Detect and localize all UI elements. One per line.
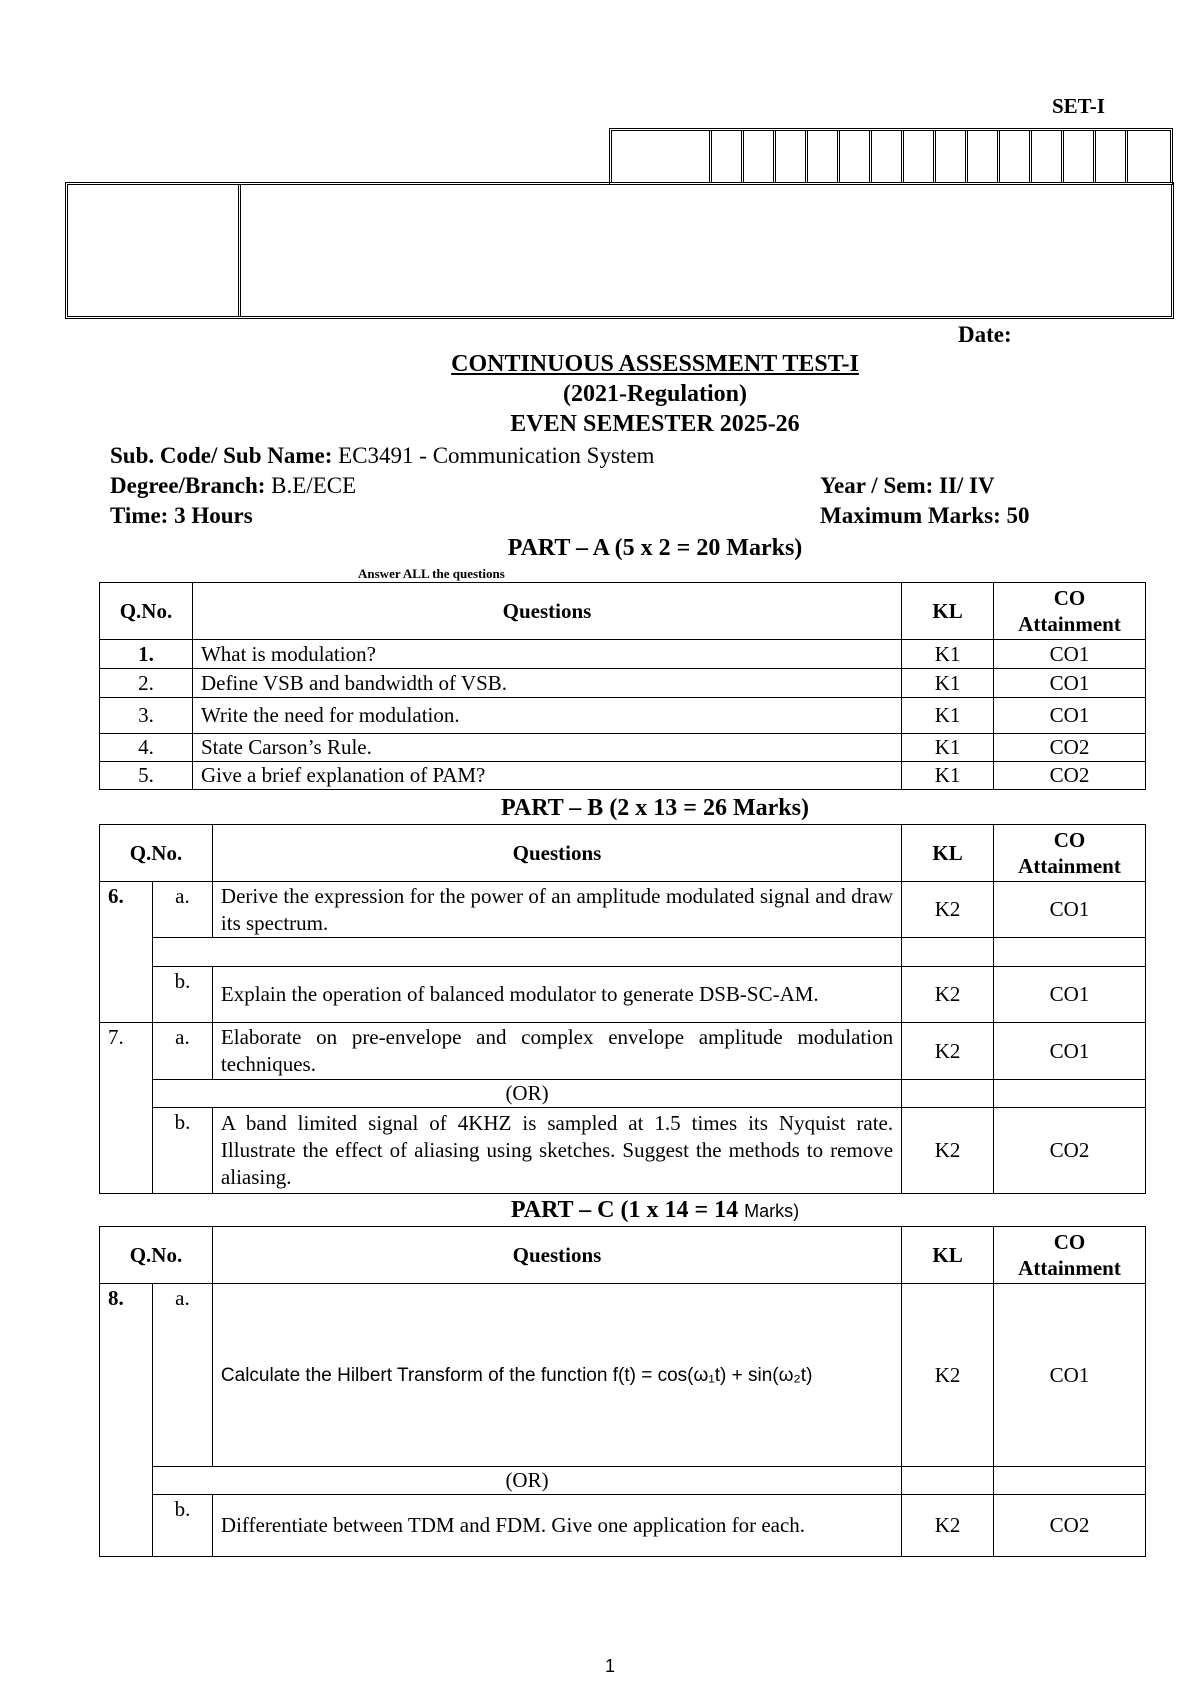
question-number: 4. bbox=[100, 734, 193, 762]
question-number: 5. bbox=[100, 762, 193, 790]
sub-question-label: a. bbox=[152, 1284, 212, 1467]
table-row bbox=[100, 1495, 1146, 1557]
co-header: CO Attainment bbox=[994, 1227, 1146, 1284]
year-sem: Year / Sem: II/ IV bbox=[820, 473, 995, 498]
knowledge-level: K2 bbox=[902, 882, 994, 938]
question-text: A band limited signal of 4KHZ is sampled at 1.5 times its Nyquist rate. Illustrate the effect of aliasing using sketches. Suggest the methods to remove aliasing. bbox=[212, 1108, 901, 1194]
question-text: What is modulation? bbox=[192, 640, 901, 669]
part-b-table bbox=[99, 824, 1146, 1194]
regulation: (2021-Regulation) bbox=[563, 381, 747, 407]
register-digit-cell bbox=[840, 131, 872, 182]
part-a-instruction: Answer ALL the questions bbox=[358, 566, 505, 581]
table-header-row bbox=[100, 583, 1146, 640]
register-digit-cell bbox=[1000, 131, 1032, 182]
question-text: Elaborate on pre-envelope and complex envelope amplitude modulation techniques. bbox=[212, 1023, 901, 1080]
question-text: Calculate the Hilbert Transform of the function f(t) = cos(ω₁t) + sin(ω₂t) bbox=[212, 1284, 901, 1467]
part-a-title: PART – A (5 x 2 = 20 Marks) bbox=[507, 535, 803, 561]
knowledge-level: K1 bbox=[902, 762, 994, 790]
knowledge-level: K1 bbox=[902, 734, 994, 762]
subject-value: EC3491 - Communication System bbox=[332, 443, 655, 468]
qno-header: Q.No. bbox=[100, 825, 213, 882]
co-attainment: CO1 bbox=[994, 882, 1146, 938]
table-row bbox=[100, 734, 1146, 762]
degree-value: B.E/ECE bbox=[265, 473, 357, 498]
knowledge-level: K1 bbox=[902, 698, 994, 734]
questions-header: Questions bbox=[192, 583, 901, 640]
knowledge-level: K2 bbox=[902, 967, 994, 1023]
knowledge-level: K2 bbox=[902, 1023, 994, 1080]
table-header-row bbox=[100, 825, 1146, 882]
question-number: 6. bbox=[100, 882, 153, 1023]
question-number: 8. bbox=[100, 1284, 153, 1557]
register-label-cell bbox=[612, 131, 712, 182]
subject-label: Sub. Code/ Sub Name: bbox=[110, 443, 333, 468]
register-number-box bbox=[609, 128, 1173, 185]
co-attainment: CO1 bbox=[994, 1023, 1146, 1080]
question-number: 7. bbox=[100, 1023, 153, 1194]
part-a-table bbox=[99, 582, 1146, 790]
institution-header-box bbox=[65, 182, 1174, 319]
or-separator: (OR) bbox=[152, 1467, 901, 1495]
sub-question-label: b. bbox=[152, 1108, 212, 1194]
register-digit-cell bbox=[872, 131, 904, 182]
kl-header: KL bbox=[902, 583, 994, 640]
table-row bbox=[100, 882, 1146, 938]
or-separator: (OR) bbox=[152, 1080, 901, 1108]
part-c-title-main: PART – C (1 x 14 = 14 bbox=[510, 1197, 745, 1223]
knowledge-level: K1 bbox=[902, 669, 994, 698]
co-attainment: CO2 bbox=[994, 1495, 1146, 1557]
qno-header: Q.No. bbox=[100, 583, 193, 640]
table-row bbox=[100, 1023, 1146, 1080]
kl-header: KL bbox=[902, 1227, 994, 1284]
co-attainment: CO1 bbox=[994, 640, 1146, 669]
co-attainment: CO1 bbox=[994, 698, 1146, 734]
qno-header: Q.No. bbox=[100, 1227, 213, 1284]
co-attainment: CO2 bbox=[994, 734, 1146, 762]
knowledge-level: K2 bbox=[902, 1495, 994, 1557]
register-digit-cell bbox=[776, 131, 808, 182]
part-c-table bbox=[99, 1226, 1146, 1557]
question-text: Derive the expression for the power of an amplitude modulated signal and draw its spectrum. bbox=[212, 882, 901, 938]
register-digit-cell bbox=[744, 131, 776, 182]
table-header-row bbox=[100, 1227, 1146, 1284]
register-digit-cell bbox=[904, 131, 936, 182]
logo-divider bbox=[238, 185, 241, 316]
question-text: Define VSB and bandwidth of VSB. bbox=[192, 669, 901, 698]
empty-cell bbox=[152, 938, 901, 967]
co-attainment: CO1 bbox=[994, 1284, 1146, 1467]
sub-question-label: b. bbox=[152, 967, 212, 1023]
date-label: Date: bbox=[958, 322, 1012, 347]
question-text: Explain the operation of balanced modulator to generate DSB-SC-AM. bbox=[212, 967, 901, 1023]
table-row bbox=[100, 1284, 1146, 1467]
register-digit-cell bbox=[808, 131, 840, 182]
question-number: 3. bbox=[100, 698, 193, 734]
question-number: 2. bbox=[100, 669, 193, 698]
co-header: CO Attainment bbox=[994, 583, 1146, 640]
table-row bbox=[100, 1467, 1146, 1495]
empty-cell bbox=[902, 1080, 994, 1108]
exam-title: CONTINUOUS ASSESSMENT TEST-I bbox=[451, 351, 859, 377]
question-text: Give a brief explanation of PAM? bbox=[192, 762, 901, 790]
knowledge-level: K1 bbox=[902, 640, 994, 669]
co-attainment: CO2 bbox=[994, 762, 1146, 790]
co-attainment: CO1 bbox=[994, 669, 1146, 698]
register-digit-cell bbox=[936, 131, 968, 182]
register-digit-cell bbox=[712, 131, 744, 182]
sub-question-label: a. bbox=[152, 1023, 212, 1080]
table-row bbox=[100, 1108, 1146, 1194]
table-row bbox=[100, 1080, 1146, 1108]
empty-cell bbox=[994, 1080, 1146, 1108]
degree-line bbox=[110, 473, 356, 499]
page-number: 1 bbox=[605, 1656, 616, 1676]
knowledge-level: K2 bbox=[902, 1108, 994, 1194]
register-digit-cell bbox=[1096, 131, 1128, 182]
set-label: SET-I bbox=[1052, 94, 1105, 118]
semester: EVEN SEMESTER 2025-26 bbox=[510, 411, 800, 437]
table-row bbox=[100, 967, 1146, 1023]
time: Time: 3 Hours bbox=[110, 503, 253, 528]
empty-cell bbox=[902, 1467, 994, 1495]
register-digit-cell bbox=[968, 131, 1000, 182]
register-digit-cell bbox=[1064, 131, 1096, 182]
subject-line bbox=[110, 443, 654, 469]
part-c-title bbox=[0, 1197, 1200, 1224]
empty-cell bbox=[994, 938, 1146, 967]
empty-cell bbox=[994, 1467, 1146, 1495]
co-attainment: CO1 bbox=[994, 967, 1146, 1023]
co-header: CO Attainment bbox=[994, 825, 1146, 882]
questions-header: Questions bbox=[212, 1227, 901, 1284]
maximum-marks: Maximum Marks: 50 bbox=[820, 503, 1030, 528]
part-c-title-tail: Marks) bbox=[744, 1201, 800, 1221]
knowledge-level: K2 bbox=[902, 1284, 994, 1467]
question-text: Differentiate between TDM and FDM. Give one application for each. bbox=[212, 1495, 901, 1557]
sub-question-label: a. bbox=[152, 882, 212, 938]
table-row bbox=[100, 938, 1146, 967]
question-text: Write the need for modulation. bbox=[192, 698, 901, 734]
question-number: 1. bbox=[100, 640, 193, 669]
register-digit-cell bbox=[1128, 131, 1170, 182]
question-text: State Carson’s Rule. bbox=[192, 734, 901, 762]
table-row bbox=[100, 762, 1146, 790]
table-row bbox=[100, 698, 1146, 734]
co-attainment: CO2 bbox=[994, 1108, 1146, 1194]
questions-header: Questions bbox=[212, 825, 901, 882]
kl-header: KL bbox=[902, 825, 994, 882]
sub-question-label: b. bbox=[152, 1495, 212, 1557]
empty-cell bbox=[902, 938, 994, 967]
degree-label: Degree/Branch: bbox=[110, 473, 266, 498]
part-b-title: PART – B (2 x 13 = 26 Marks) bbox=[501, 795, 809, 821]
register-digit-cell bbox=[1032, 131, 1064, 182]
table-row bbox=[100, 669, 1146, 698]
table-row bbox=[100, 640, 1146, 669]
